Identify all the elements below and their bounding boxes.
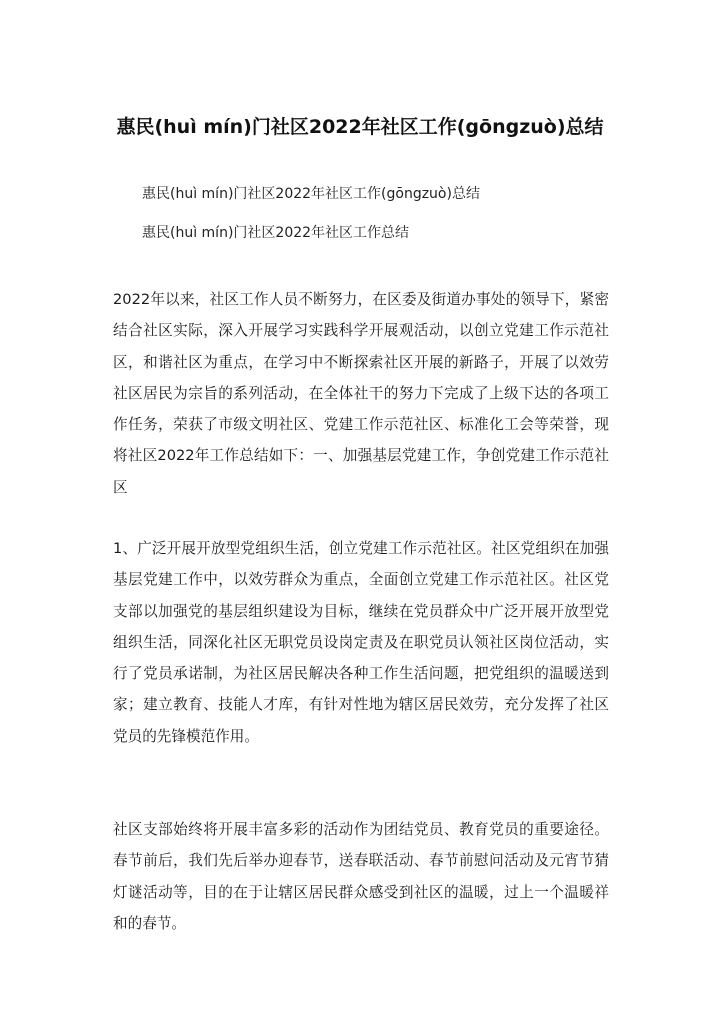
paragraph-party-building: 1、广泛开展开放型党组织生活，创立党建工作示范社区。社区党组织在加强基层党建工作中，以效劳群众为重点，全面创立党建工作示范社区。社区党支部以加强党的基层组织建设为目标，继续在党员群众中广泛开展开放型党组织生活，同深化社区无职党员设岗定责及在职党员认领社区岗位活动，实行了党员承诺制，为社区居民解决各种工作生活问题，把党组织的温暖送到家；建立教育、技能人才库，有针对性地为辖区居民效劳，充分发挥了社区党员的先锋模范作用。 xyxy=(113,540,609,745)
document-subtitle-1: 惠民(huì mín)门社区2022年社区工作(gōngzuò)总结 xyxy=(142,186,480,202)
document-title: 惠民(huì mín)门社区2022年社区工作(gōngzuò)总结 xyxy=(116,116,604,138)
paragraph-intro: 2022年以来，社区工作人员不断努力，在区委及街道办事处的领导下，紧密结合社区实际，深入开展学习实践科学开展观活动，以创立党建工作示范社区，和谐社区为重点，在学习中不断探索社区开展的新路子，开展了以效劳社区居民为宗旨的系列活动，在全体社干的努力下完成了上级下达的各项工作任务，荣获了市级文明社区、党建工作示范社区、标准化工会等荣誉，现将社区2022年工作总结如下：一、加强基层党建工作，争创党建工作示范社区 xyxy=(113,291,609,496)
paragraph-activities: 社区支部始终将开展丰富多彩的活动作为团结党员、教育党员的重要途径。春节前后，我们先后举办迎春节，送春联活动、春节前慰问活动及元宵节猜灯谜活动等，目的在于让辖区居民群众感受到社区的温暖，过上一个温暖祥和的春节。 xyxy=(113,821,609,932)
document-subtitle-2: 惠民(huì mín)门社区2022年社区工作总结 xyxy=(142,225,410,241)
